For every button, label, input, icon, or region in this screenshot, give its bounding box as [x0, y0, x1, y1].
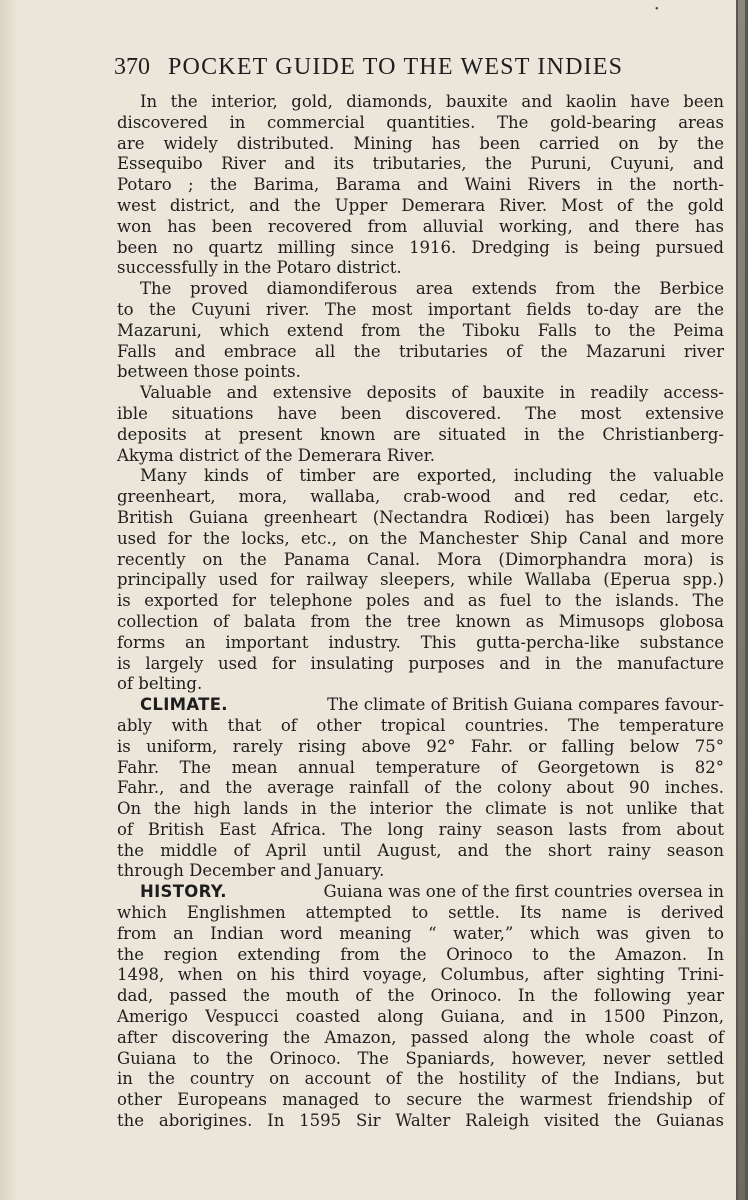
- text-line: between those points.: [117, 362, 301, 382]
- text-line: Many kinds of timber are exported, including the valuable: [140, 466, 724, 486]
- text-line: through December and January.: [117, 861, 385, 881]
- text-line: ible situations have been discovered. The most extensive: [117, 403, 724, 423]
- text-line: Mazaruni, which extend from the Tiboku Falls to the Peima: [117, 320, 724, 340]
- text-line: other Europeans managed to secure the warmest friendship of: [117, 1090, 724, 1110]
- text-line: British Guiana greenheart (Nectandra Rodiœi) has been largely: [117, 507, 724, 527]
- paragraph-timber: [117, 466, 724, 695]
- text-line: the middle of April until August, and the short rainy season: [117, 840, 724, 860]
- text-line: successfully in the Potaro district.: [117, 258, 402, 278]
- text-line: is exported for telephone poles and as fuel to the islands. The: [117, 591, 724, 611]
- text-line: Potaro ; the Barima, Barama and Waini Rivers in the north-: [117, 175, 724, 195]
- text-line: deposits at present known are situated in the Christianberg-: [117, 424, 724, 444]
- text-line: the region extending from the Orinoco to the Amazon. In: [117, 944, 724, 964]
- text-line: [117, 882, 724, 903]
- text-line: which Englishmen attempted to settle. Its name is derived: [117, 903, 724, 923]
- text-line: Falls and embrace all the tributaries of the Mazaruni river: [117, 341, 724, 361]
- paragraph-diamonds: [117, 279, 724, 383]
- section-heading-history: HISTORY.: [140, 882, 227, 902]
- text-line: recently on the Panama Canal. Mora (Dimorphandra mora) is: [117, 549, 724, 569]
- text-line: in the country on account of the hostility of the Indians, but: [117, 1069, 724, 1089]
- text-line: Amerigo Vespucci coasted along Guiana, and in 1500 Pinzon,: [117, 1007, 724, 1027]
- text-line: ably with that of other tropical countries. The temperature: [117, 715, 724, 735]
- text-line: of British East Africa. The long rainy season lasts from about: [117, 819, 724, 839]
- page-corner-mark: •: [655, 4, 659, 15]
- text-line: after discovering the Amazon, passed along the whole coast of: [117, 1027, 724, 1047]
- text-line: to the Cuyuni river. The most important fields to-day are the: [117, 299, 724, 319]
- text-line: discovered in commercial quantities. The gold-bearing areas: [117, 112, 724, 132]
- text-line: is largely used for insulating purposes and in the manufacture: [117, 653, 724, 673]
- page-number: 370: [114, 54, 150, 80]
- text-line: are widely distributed. Mining has been carried on by the: [117, 133, 724, 153]
- text-line: Fahr., and the average rainfall of the colony about 90 inches.: [117, 778, 724, 798]
- text-line: dad, passed the mouth of the Orinoco. In the following year: [117, 986, 724, 1006]
- text-line: principally used for railway sleepers, while Wallaba (Eperua spp.): [117, 570, 724, 590]
- text-line: from an Indian word meaning “ water,” which was given to: [117, 923, 724, 943]
- text-line: the aborigines. In 1595 Sir Walter Raleigh visited the Guianas: [117, 1111, 724, 1131]
- text-line: Guiana to the Orinoco. The Spaniards, however, never settled: [117, 1048, 724, 1068]
- running-header: [114, 50, 734, 84]
- text-line: Valuable and extensive deposits of bauxite in readily access-: [140, 383, 724, 403]
- paragraph-bauxite: [117, 383, 724, 466]
- section-heading-climate: CLIMATE.: [140, 695, 228, 715]
- text-line: greenheart, mora, wallaba, crab-wood and red cedar, etc.: [117, 487, 724, 507]
- text-line: is uniform, rarely rising above 92° Fahr. or falling below 75°: [117, 736, 724, 756]
- text-line: In the interior, gold, diamonds, bauxite and kaolin have been: [140, 92, 724, 111]
- text-line: collection of balata from the tree known as Mimusops globosa: [117, 611, 724, 631]
- text-line: forms an important industry. This gutta-percha-like substance: [117, 632, 724, 652]
- text-line: of belting.: [117, 674, 203, 694]
- text-line: Essequibo River and its tributaries, the Puruni, Cuyuni, and: [117, 154, 724, 174]
- text-line-rest: The climate of British Guiana compares favour-: [327, 695, 724, 715]
- adjacent-page-strip: [738, 0, 745, 1200]
- page-gutter-shadow: [0, 0, 18, 1200]
- text-line: [117, 695, 724, 716]
- text-line: Fahr. The mean annual temperature of Georgetown is 82°: [117, 757, 724, 777]
- text-line: west district, and the Upper Demerara River. Most of the gold: [117, 195, 724, 215]
- text-line: Akyma district of the Demerara River.: [117, 445, 435, 465]
- text-line: used for the locks, etc., on the Manchester Ship Canal and more: [117, 528, 724, 548]
- paragraph-minerals: [117, 92, 724, 279]
- running-title: POCKET GUIDE TO THE WEST INDIES: [168, 54, 624, 80]
- text-line: The proved diamondiferous area extends from the Berbice: [140, 279, 724, 299]
- text-line-rest: Guiana was one of the first countries oversea in: [323, 882, 724, 902]
- paragraph-climate: [117, 695, 724, 882]
- text-line: 1498, when on his third voyage, Columbus, after sighting Trini-: [117, 965, 724, 985]
- text-line: been no quartz milling since 1916. Dredging is being pursued: [117, 237, 724, 257]
- paragraph-history: [117, 882, 724, 1132]
- adjacent-page-edge: [736, 0, 748, 1200]
- text-line: On the high lands in the interior the climate is not unlike that: [117, 799, 724, 819]
- text-line: won has been recovered from alluvial working, and there has: [117, 216, 724, 236]
- body-text: [117, 92, 724, 1132]
